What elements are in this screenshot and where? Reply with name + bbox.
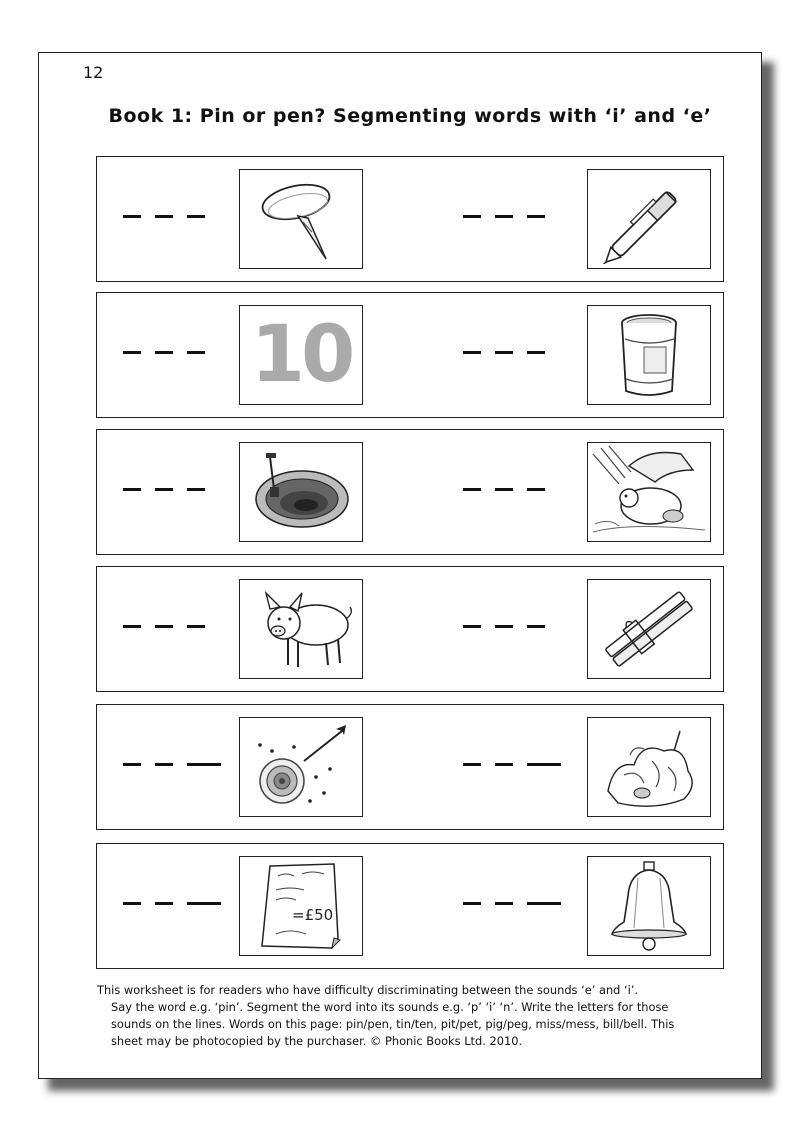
letter-line[interactable]	[495, 488, 513, 491]
bell-icon	[594, 858, 704, 954]
letter-line[interactable]	[123, 902, 141, 905]
picture-frame-left	[239, 717, 363, 817]
letter-blanks-left[interactable]	[123, 215, 219, 218]
letter-blanks-left[interactable]	[123, 902, 235, 905]
picture-frame-right	[587, 169, 711, 269]
letter-line[interactable]	[495, 902, 513, 905]
pin-icon	[246, 174, 356, 264]
mess-icon	[594, 721, 704, 813]
letter-blanks-right[interactable]	[463, 763, 575, 766]
picture-frame-right	[587, 579, 711, 679]
picture-frame-right	[587, 305, 711, 405]
letter-line[interactable]	[463, 488, 481, 491]
letter-line[interactable]	[463, 625, 481, 628]
letter-line[interactable]	[187, 215, 205, 218]
ten-number-icon: 10	[250, 310, 352, 400]
word-row-pit-pet	[96, 429, 724, 555]
letter-line[interactable]	[495, 215, 513, 218]
letter-line[interactable]	[123, 488, 141, 491]
pit-icon	[246, 447, 356, 537]
letter-line[interactable]	[123, 625, 141, 628]
pig-icon	[246, 583, 356, 675]
letter-line[interactable]	[495, 351, 513, 354]
letter-line[interactable]	[527, 625, 545, 628]
word-row-pig-peg	[96, 566, 724, 692]
pet-icon	[589, 444, 709, 540]
letter-blanks-left[interactable]	[123, 488, 219, 491]
bill-icon	[246, 858, 356, 954]
word-row-miss-mess	[96, 704, 724, 830]
picture-frame-left	[239, 579, 363, 679]
word-row-pin-pen	[96, 156, 724, 282]
letter-line[interactable]	[463, 763, 481, 766]
letter-line[interactable]	[155, 215, 173, 218]
letter-line[interactable]	[155, 625, 173, 628]
letter-line[interactable]	[463, 902, 481, 905]
miss-target-icon	[246, 721, 356, 813]
letter-line[interactable]	[155, 763, 173, 766]
peg-icon	[594, 584, 704, 674]
letter-line[interactable]	[123, 763, 141, 766]
letter-line[interactable]	[187, 488, 205, 491]
picture-frame-left	[239, 856, 363, 956]
worksheet-page	[38, 52, 762, 1079]
letter-line[interactable]	[495, 625, 513, 628]
letter-blanks-left[interactable]	[123, 625, 219, 628]
page-title: Book 1: Pin or pen? Segmenting words with ‘i’ and ‘e’	[108, 105, 712, 127]
footer-line-2: Say the word e.g. ‘pin’. Segment the word into its sounds e.g. ‘p’ ‘i’ ‘n’. Write the letters for those	[111, 1000, 669, 1014]
letter-line[interactable]	[123, 351, 141, 354]
picture-frame-left	[239, 305, 363, 405]
letter-line[interactable]	[123, 215, 141, 218]
footer-line-1: This worksheet is for readers who have difficulty discriminating between the sounds ‘e’ and ‘i’.	[97, 983, 639, 997]
word-row-bill-bell	[96, 843, 724, 969]
letter-line[interactable]	[527, 351, 545, 354]
letter-blanks-right[interactable]	[463, 625, 559, 628]
word-row-ten-tin	[96, 292, 724, 418]
letter-line[interactable]	[155, 488, 173, 491]
letter-blanks-left[interactable]	[123, 351, 219, 354]
letter-line[interactable]	[527, 488, 545, 491]
letter-line[interactable]	[527, 763, 561, 766]
letter-line[interactable]	[463, 351, 481, 354]
picture-frame-left	[239, 169, 363, 269]
picture-frame-right	[587, 717, 711, 817]
bill-amount: =£50	[292, 906, 334, 924]
letter-line[interactable]	[527, 215, 545, 218]
letter-line[interactable]	[187, 902, 221, 905]
letter-line[interactable]	[527, 902, 561, 905]
letter-line[interactable]	[463, 215, 481, 218]
letter-blanks-right[interactable]	[463, 488, 559, 491]
letter-line[interactable]	[187, 763, 221, 766]
picture-frame-right	[587, 856, 711, 956]
letter-line[interactable]	[155, 351, 173, 354]
page-number: 12	[83, 63, 104, 82]
letter-line[interactable]	[495, 763, 513, 766]
letter-line[interactable]	[187, 625, 205, 628]
footer-line-4: sheet may be photocopied by the purchaser. © Phonic Books Ltd. 2010.	[111, 1034, 523, 1048]
pen-icon	[594, 174, 704, 264]
tin-can-icon	[594, 309, 704, 401]
picture-frame-left	[239, 442, 363, 542]
letter-blanks-right[interactable]	[463, 215, 559, 218]
letter-blanks-right[interactable]	[463, 902, 575, 905]
picture-frame-right	[587, 442, 711, 542]
letter-blanks-left[interactable]	[123, 763, 235, 766]
letter-blanks-right[interactable]	[463, 351, 559, 354]
instructions-footer	[97, 982, 725, 1050]
letter-line[interactable]	[155, 902, 173, 905]
letter-line[interactable]	[187, 351, 205, 354]
footer-line-3: sounds on the lines. Words on this page: pin/pen, tin/ten, pit/pet, pig/peg, miss/mess, bill/bell. This	[111, 1017, 675, 1031]
